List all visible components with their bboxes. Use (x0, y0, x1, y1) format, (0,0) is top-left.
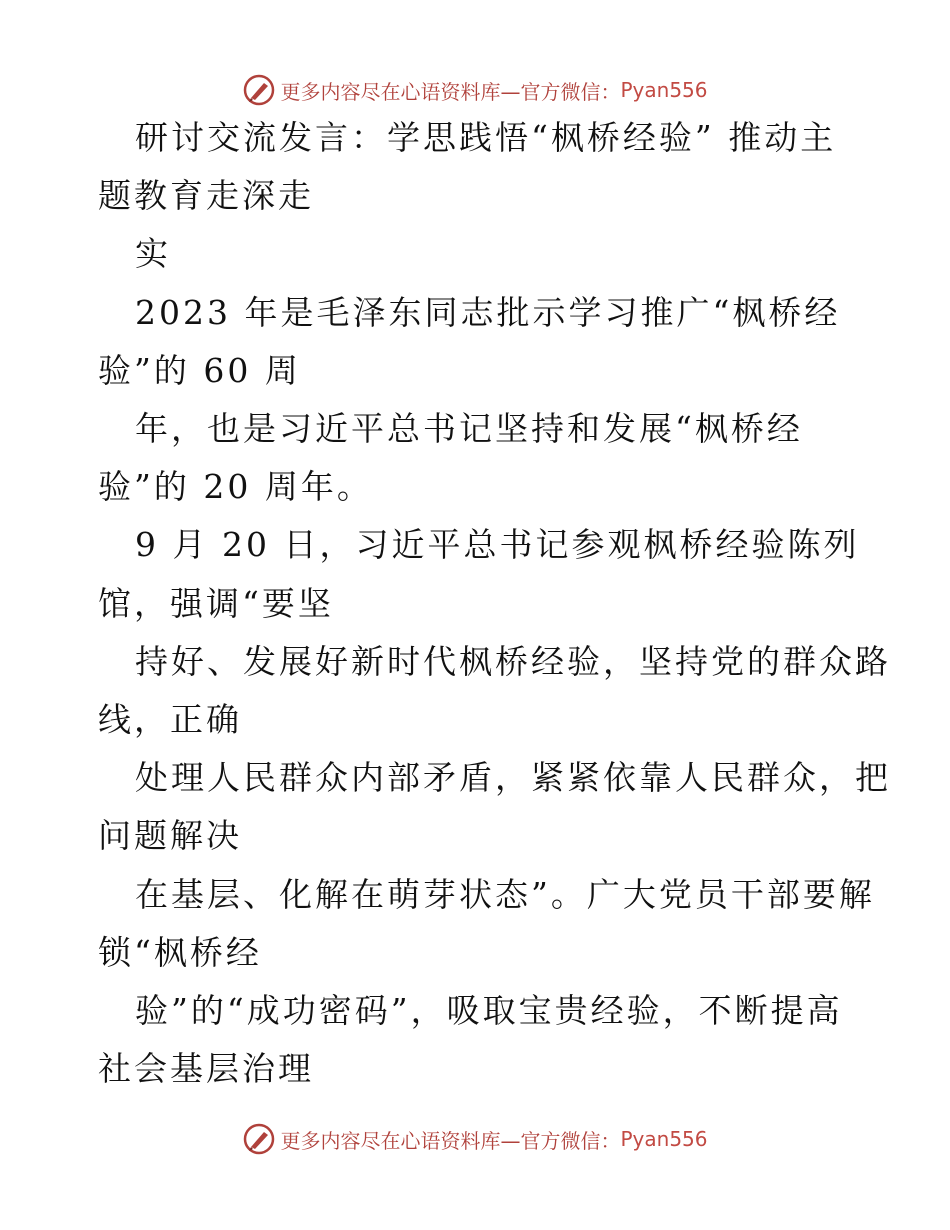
text-line: 馆，强调“要坚 (98, 584, 334, 623)
text-line: 年，也是习近平总书记坚持和发展“枫桥经 (135, 409, 803, 448)
pen-logo-icon (242, 73, 276, 107)
pen-logo-icon (242, 1122, 276, 1156)
text-line: 在基层、化解在萌芽状态”。广大党员干部要解 (135, 875, 875, 914)
watermark-id: Pyan556 (620, 78, 708, 102)
text-line: 研讨交流发言：学思践悟“枫桥经验” 推动主 (135, 118, 837, 157)
text-line: 实 (135, 234, 171, 273)
watermark-text: 更多内容尽在心语资料库—官方微信： (280, 1128, 621, 1153)
watermark-id: Pyan556 (620, 1127, 708, 1151)
text-line: 9 月 20 日，习近平总书记参观枫桥经验陈列 (135, 525, 860, 564)
text-line: 社会基层治理 (98, 1049, 314, 1088)
text-line: 验”的 60 周 (98, 351, 301, 390)
text-line: 处理人民群众内部矛盾，紧紧依靠人民群众，把 (135, 758, 891, 797)
watermark-text: 更多内容尽在心语资料库—官方微信： (280, 79, 621, 104)
text-line: 题教育走深走 (98, 176, 314, 215)
footer-watermark (0, 1119, 950, 1159)
text-line: 验”的“成功密码”，吸取宝贵经验，不断提高 (135, 991, 843, 1030)
text-line: 线，正确 (98, 700, 242, 739)
text-line: 问题解决 (98, 816, 242, 855)
header-watermark (0, 70, 950, 110)
text-line: 持好、发展好新时代枫桥经验，坚持党的群众路 (135, 642, 891, 681)
text-line: 验”的 20 周年。 (98, 467, 373, 506)
text-line: 锁“枫桥经 (98, 933, 262, 972)
text-line: 2023 年是毛泽东同志批示学习推广“枫桥经 (135, 293, 841, 332)
